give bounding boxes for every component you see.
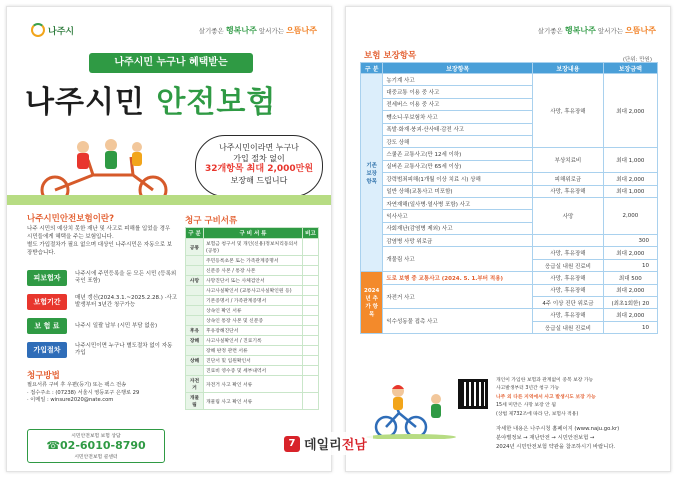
notes-list: 개인이 가입한 보험과 관계없이 중복 보장 가능 사고발생부터 3년간 청구 가능 나주 외 다른 지역에서 사고 발생시도 보장 가능 15세 미만은 사망 보장 안 됨 (상법 제732조에 따라 단, 보험사 적용) <box>496 378 596 417</box>
table-row: 자전거 사고 사망, 후유장해 최대 2,000 <box>361 284 658 296</box>
docs-title: 청구 구비서류 <box>185 216 238 226</box>
table-row: 사망 사망진단서 또는 사체검안서 <box>186 276 319 286</box>
info-row-insured: 피보험자 나주시에 주민등록을 둔 모든 시민 (등록외국인 포함) <box>27 269 177 287</box>
table-row: 기존 보장 항목 농기계 사고 사망, 후유장해 최대 2,000 <box>361 74 658 86</box>
table-row: 대중교통 이용 중 사고 <box>361 86 658 98</box>
coverage-table: 구 분 보장항목 보장내용 보장금액 기존 보장 항목 농기계 사고 사망, 후유장해 최대 2,000 대중교통 이용 중 사고 전세버스 이용 중 사고 뺑소니·무보험차 사고 폭발·화재·붕괴·산사태·감전 사고 강도 상해 스쿨존 교통사고(만 12세 이하) 부상치료비 최대 1,000 실버존 교통사고(만 65세 이상) 강력범죄피해(1개월 이상 치료 시) 상해 피해위로금 최대 2,000 일반 상해(교통사고 미포함) 사망, 후유장해 최대 1,000 자연재해(일사병·열사병 포함) 사고 사망 2,000 익사사고 사회재난(감염병 제외) 사고 감염병 사망 위로금 300 개물림 사고 사망, 후유장해 최대 2,000 응급실 내원 진료비 10 2024년 추가 항목 도로 보행 중 교통사고 (2024. 5. 1.부터 적용) 사망, 후유장해 최대 500 자전거 사고 사망, 후유장해 최대 2,000 4주 이상 진단 위로금 (최초1회한) 20 익수성동물 접촉 사고 사망, 후유장해 최대 2,000 응급실 내원 진료비 10 <box>360 62 658 334</box>
table-row: 일반 상해(교통사고 미포함) 사망, 후유장해 최대 1,000 <box>361 185 658 197</box>
claim-title: 청구방법 <box>27 371 60 381</box>
table-row: 상속인 통장 사본 및 신분증 <box>186 316 319 326</box>
documents-table: 구 분 구 비 서 류 비고 공통 보험금 청구서 및 개인(신용)정보처리동의서(공통) 주민등록초본 또는 가족관계증명서 신분증 사본 / 통장 사본 사망 사망진단서 또는 사체검안서 사고사실확인서 (교통사고사실확인원 등) 기본증명서 / 가족관계증명서 상속인 확인 서류 상속인 통장 사본 및 신분증 후유 후유장해진단서 장해 사고사실확인서 / 진료기록 장해 판정 관련 서류 상해 진단서 및 입원확인서 진료비 영수증 및 세부내역서 자전거 자전거 사고 확인 서류 개물림 개물림 사고 확인 서류 <box>185 227 319 410</box>
footer-info: 자세한 내용은 나주시청 홈페이지 (www.naju.go.kr) 분야별정보 → 재난안전 → 시민안전보험 → 2024년 시민안전보험 약관을 참조하시기 바랍니다. <box>496 426 620 450</box>
what-is-title: 나주시민안전보험이란? <box>27 214 115 224</box>
table-row: 익수성동물 접촉 사고 사망, 후유장해 최대 2,000 <box>361 309 658 321</box>
slogan: 살기좋은 행복나주 앞서가는 으뜸나주 <box>537 26 656 35</box>
table-row: 공통 보험금 청구서 및 개인(신용)정보처리동의서(공통) <box>186 239 319 256</box>
info-row-period: 보험기간 매년 갱신(2024.3.1.~2025.2.28.) ·사고발생부터 3년간 청구가능 <box>27 293 177 311</box>
table-row: 익사사고 <box>361 210 658 222</box>
slogan: 살기좋은 행복나주 앞서가는 으뜸나주 <box>198 26 317 35</box>
table-row: 응급실 내원 진료비 10 <box>361 321 658 333</box>
naju-logo-icon <box>31 23 45 37</box>
page-left <box>6 6 332 472</box>
qr-code[interactable] <box>458 379 488 409</box>
table-row: 실버존 교통사고(만 65세 이상) <box>361 160 658 172</box>
table-row: 자연재해(일사병·열사병 포함) 사고 사망 2,000 <box>361 197 658 209</box>
naju-logo <box>31 23 74 37</box>
what-is-description: 나주 시민의 예상치 못한 재난 및 사고로 피해를 입었을 경우 시민들에게 혜택을 주는 보험입니다. 별도 가입절차가 필요 없으며 대상인 나주시민은 자동으로 보장받습니다. <box>27 226 173 256</box>
table-row: 상속인 확인 서류 <box>186 306 319 316</box>
table-row: 4주 이상 진단 위로금 (최초1회한) 20 <box>361 297 658 309</box>
table-row: 강도 상해 <box>361 135 658 147</box>
coverage-title: 보험 보장항목 <box>364 51 417 61</box>
table-row: 상해 진단서 및 입원확인서 <box>186 356 319 366</box>
lawn-divider <box>7 195 332 205</box>
table-row: 후유 후유장해진단서 <box>186 326 319 336</box>
table-row: 감염병 사망 위로금 300 <box>361 235 658 247</box>
unit-label: (단위: 만원) <box>622 57 652 63</box>
table-row: 폭발·화재·붕괴·산사태·감전 사고 <box>361 123 658 135</box>
table-row: 사회재난(감염병 제외) 사고 <box>361 222 658 234</box>
table-row: 사고사실확인서 (교통사고사실확인원 등) <box>186 286 319 296</box>
table-row: 신분증 사본 / 통장 사본 <box>186 266 319 276</box>
contact-phone: ☎02-6010-8790 <box>46 439 146 452</box>
table-row: 강력범죄피해(1개월 이상 치료 시) 상해 피해위로금 최대 2,000 <box>361 173 658 185</box>
table-row: 기본증명서 / 가족관계증명서 <box>186 296 319 306</box>
table-row: 2024년 추가 항목 도로 보행 중 교통사고 (2024. 5. 1.부터 적용) 사망, 후유장해 최대 500 <box>361 272 658 284</box>
claim-method: 필요서류 구비 후 우편(등기) 또는 팩스 전송 · 접수주소 : (07238) 서울시 영등포구 은행로 29 · 이메일 : winsure2020@nate.com <box>27 382 140 403</box>
table-row: 개물림 사고 사망, 후유장해 최대 2,000 <box>361 247 658 259</box>
watermark: 7 데일리전남 <box>278 432 373 455</box>
watermark-logo-icon: 7 <box>284 436 300 452</box>
info-row-premium: 보 험 료 나주시 일괄 납부 (시민 부담 없음) <box>27 317 177 335</box>
speech-bubble: 나주시민이라면 누구나 가입 절차 없이 32개항목 최대 2,000만원 보장해 드립니다 <box>195 135 323 197</box>
table-row: 장해 사고사실확인서 / 진료기록 <box>186 336 319 346</box>
table-row: 장해 판정 관련 서류 <box>186 346 319 356</box>
kids-bike-illustration <box>366 379 456 439</box>
table-row: 주민등록초본 또는 가족관계증명서 <box>186 256 319 266</box>
table-row: 진료비 영수증 및 세부내역서 <box>186 366 319 376</box>
logo-text: 나주시 <box>48 26 75 37</box>
table-row: 스쿨존 교통사고(만 12세 이하) 부상치료비 최대 1,000 <box>361 148 658 160</box>
table-row: 전세버스 이용 중 사고 <box>361 98 658 110</box>
table-row: 자전거 자전거 사고 확인 서류 <box>186 376 319 393</box>
page-title: 나주시민 안전보험 <box>25 85 277 120</box>
contact-box: 시민안전보험 보험 상담 ☎02-6010-8790 시민안전보험 콜센터 <box>27 429 165 463</box>
table-row: 뺑소니·무보험차 사고 <box>361 111 658 123</box>
info-row-enrollment: 가입절차 나주시민이면 누구나 별도절차 없이 자동가입 <box>27 341 177 359</box>
table-row: 응급실 내원 진료비 10 <box>361 259 658 271</box>
table-row: 개물림 개물림 사고 확인 서류 <box>186 393 319 410</box>
page-right <box>345 6 671 472</box>
headline-banner: 나주시민 누구나 혜택받는 <box>89 53 253 73</box>
